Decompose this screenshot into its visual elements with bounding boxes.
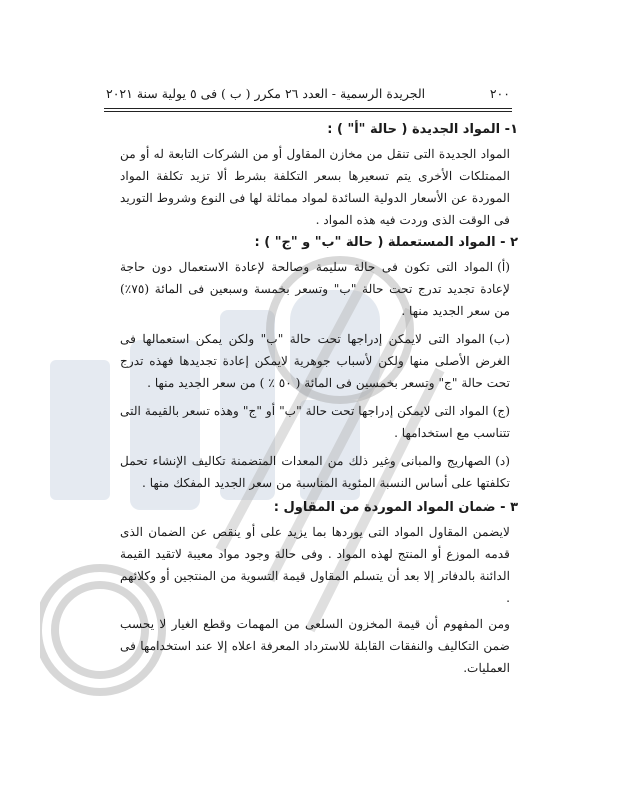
section-2-item-d bbox=[120, 450, 510, 494]
page-header bbox=[106, 86, 510, 108]
section-2-item-a bbox=[120, 256, 510, 322]
section-3-paragraph: ومن المفهوم أن قيمة المخزون السلعى من المهمات وقطع الغيار لا يحسب ضمن التكاليف والنفقات القابلة للاسترداد المعرفة اعلاه إلا عند استخدامها فى العمليات. bbox=[120, 617, 510, 675]
section-2-item-b bbox=[120, 328, 510, 394]
section-3-heading: ٣ - ضمان المواد الموردة من المقاول : bbox=[273, 500, 518, 515]
item-label: (د) bbox=[495, 454, 510, 468]
section-3-paragraph: لايضمن المقاول المواد التى يوردها بما يزيد على أو ينقص عن الضمان الذى قدمه الموزع أو المنتج لهذه المواد . وفى حالة وجود مواد معيبة لاتقيد القيمة الدائنة بالدفاتر إلا بعد أن يتسلم المقاول قيمة التسوية من المنتجين أو وكلائهم . bbox=[120, 525, 510, 605]
item-label: (ب) bbox=[489, 332, 510, 346]
section-1-heading: ١- المواد الجديدة ( حالة "أ" ) : bbox=[327, 122, 518, 137]
item-label: (ج) bbox=[492, 404, 510, 418]
document-body bbox=[120, 118, 518, 683]
item-text: المواد التى لايمكن إدراجها تحت حالة "ب" ولكن يمكن استعمالها فى الغرض الأصلى منها ولكن لأسباب جوهرية لايمكن إعادة تجديدها فهذه تدرج تحت حالة "ج" وتسعر بخمسين فى المائة ( ٥٠ ٪ ) من سعر الجديد منها . bbox=[120, 332, 510, 390]
item-text: المواد التى تكون فى حالة سليمة وصالحة لإعادة الاستعمال دون حاجة لإعادة تجديد تدرج تحت حالة "ب" وتسعر بخمسة وسبعين فى المائة (٧٥٪) من سعر الجديد منها . bbox=[120, 260, 510, 318]
item-text: الصهاريج والمبانى وغير ذلك من المعدات المتضمنة تكاليف الإنشاء تحمل تكلفتها على أساس النسبة المئوية المناسبة من سعر الجديد المفكك منها . bbox=[120, 454, 510, 490]
page-number: ٢٠٠ bbox=[489, 86, 510, 101]
item-label: (أ) bbox=[497, 260, 510, 274]
item-text: المواد التى لايمكن إدراجها تحت حالة "ب" أو "ج" وهذه تسعر بالقيمة التى تتناسب مع استخدامها . bbox=[120, 404, 510, 440]
gazette-title: الجريدة الرسمية - العدد ٢٦ مكرر ( ب ) فى ٥ يولية سنة ٢٠٢١ bbox=[106, 86, 426, 101]
section-1-text: المواد الجديدة التى تنقل من مخازن المقاول أو من الشركات التابعة له أو من الممتلكات الأخرى يتم تسعيرها بسعر التكلفة بشرط ألا تزيد تكلفة المواد الموردة عن الأسعار الدولية السائدة لمواد مماثلة لها فى النوع وشروط التوريد فى الوقت الذى وردت فيه هذه المواد . bbox=[120, 147, 510, 227]
section-2-item-c bbox=[120, 400, 510, 444]
section-2-heading: ٢ - المواد المستعملة ( حالة "ب" و "ج" ) : bbox=[254, 235, 518, 250]
header-divider bbox=[104, 108, 512, 112]
